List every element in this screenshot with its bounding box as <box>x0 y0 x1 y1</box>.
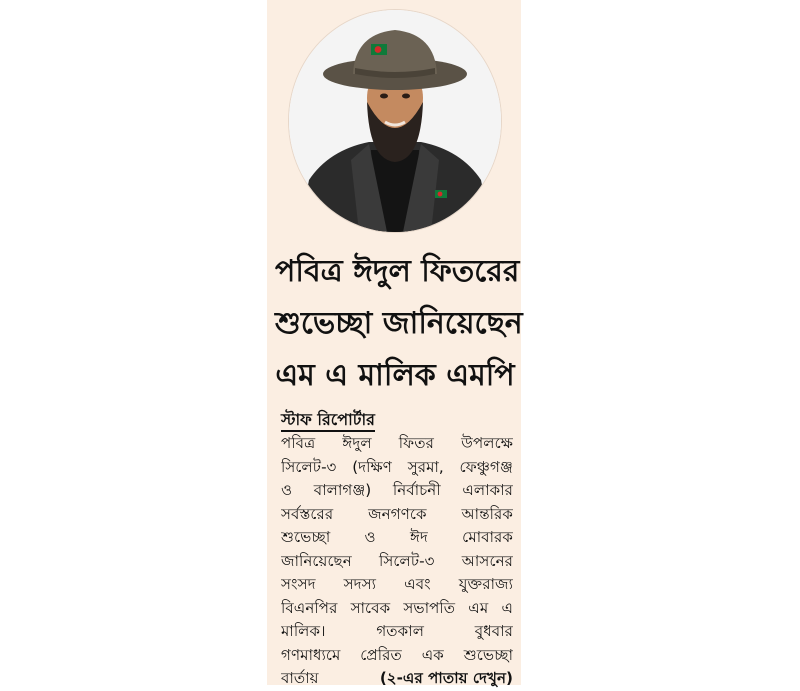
body-line: সংসদ সদস্য এবং যুক্তরাজ্য <box>281 575 513 593</box>
portrait-image <box>289 10 501 232</box>
body-line: ও বালাগঞ্জ) নির্বাচনী এলাকার <box>281 481 513 499</box>
portrait-photo <box>289 10 501 232</box>
news-clipping <box>267 0 521 685</box>
byline: স্টাফ রিপোর্টার <box>281 410 375 432</box>
body-line: গণমাধ্যমে প্রেরিত এক শুভেচ্ছা <box>281 645 513 664</box>
headline-line: পবিত্র ঈদুল ফিতরের <box>275 254 520 289</box>
body-line: পবিত্র ঈদুল ফিতর উপলক্ষে <box>281 434 513 452</box>
body-line: জানিয়েছেন সিলেট-৩ আসনের <box>281 551 513 570</box>
body-last-text: বার্তায় <box>281 669 319 687</box>
headline <box>275 246 523 402</box>
body-line: সিলেট-৩ (দক্ষিণ সুরমা, ফেঞ্চুগঞ্জ <box>281 457 513 476</box>
continuation-note: (২-এর পাতায় দেখুন) <box>379 669 513 687</box>
headline-line: এম এ মালিক এমপি <box>275 358 515 393</box>
headline-line: শুভেচ্ছা জানিয়েছেন <box>275 306 523 341</box>
article-body <box>281 432 513 691</box>
body-line: সর্বস্তরের জনগণকে আন্তরিক <box>281 504 513 523</box>
body-line: বিএনপির সাবেক সভাপতি এম এ <box>281 598 513 617</box>
body-line: শুভেচ্ছা ও ঈদ মোবারক <box>281 528 513 546</box>
body-line: মালিক। গতকাল বুধবার <box>281 622 513 640</box>
